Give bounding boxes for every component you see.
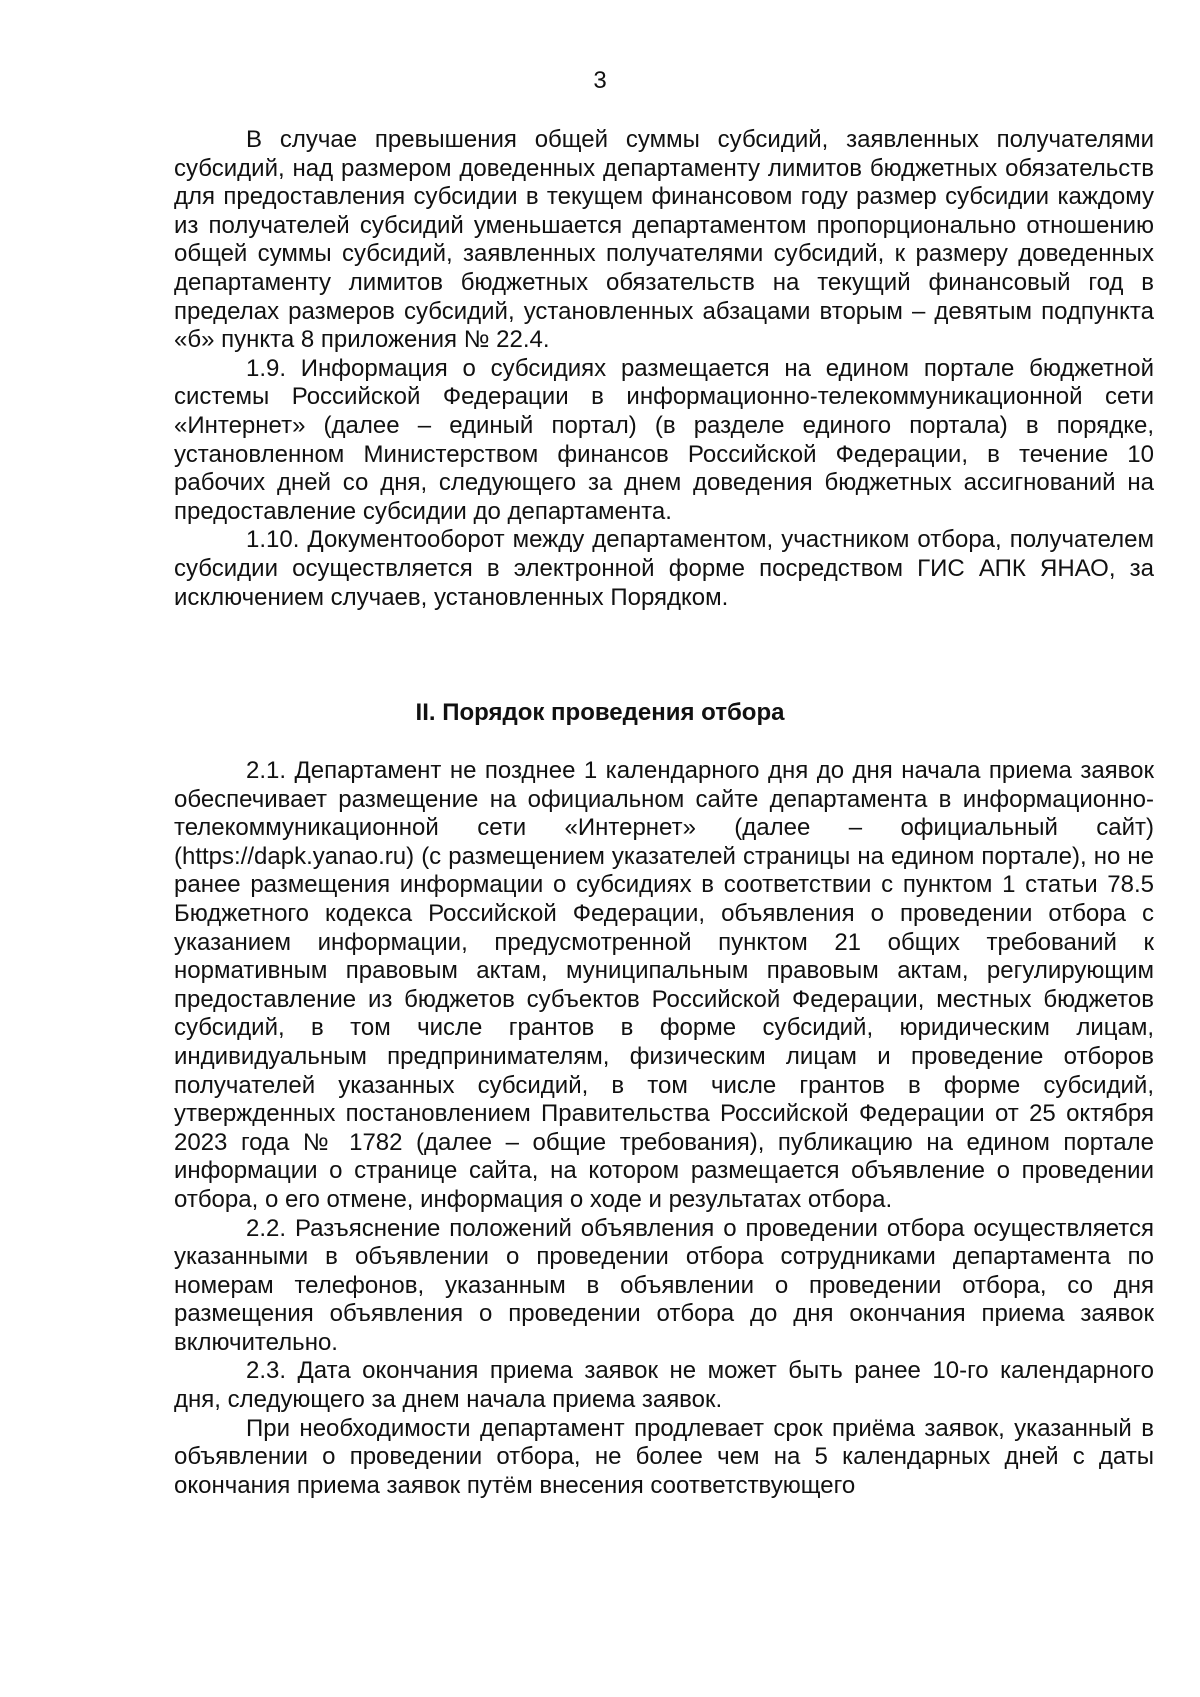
paragraph-2-1: 2.1. Департамент не позднее 1 календарного дня до дня начала приема заявок обеспечивает размещение на официальном сайте департамента в информационно-телекоммуникационной сети «Интернет» (далее – официальный сайт) (https://dapk.yanao.ru) (с размещением указателей страницы на едином портале), но не ранее размещения информации о субсидиях в соответствии с пунктом 1 статьи 78.5 Бюджетного кодекса Российской Федерации, объявления о проведении отбора с указанием информации, предусмотренной пунктом 21 общих требований к нормативным правовым актам, муниципальным правовым актам, регулирующим предоставление из бюджетов субъектов Российской Федерации, местных бюджетов субсидий, в том числе грантов в форме субсидий, юридическим лицам, индивидуальным предпринимателям, физическим лицам и проведение отборов получателей указанных субсидий, в том числе грантов в форме субсидий, утвержденных постановлением Правительства Российской Федерации от 25 октября 2023 года № 1782 (далее – общие требования), публикацию на едином портале информации о странице сайта, на котором размещается объявление о проведении отбора, о его отмене, информация о ходе и результатах отбора. <box>174 757 1154 1213</box>
paragraph-2-2: 2.2. Разъяснение положений объявления о проведении отбора осуществляется указанными в объявлении о проведении отбора сотрудниками департамента по номерам телефонов, указанным в объявлении о проведении отбора, со дня размещения объявления о проведении отбора до дня окончания приема заявок включительно. <box>174 1214 1154 1356</box>
section-2-text <box>174 757 1154 1500</box>
section-heading: II. Порядок проведения отбора <box>415 699 785 726</box>
paragraph-1-10: 1.10. Документооборот между департаментом, участником отбора, получателем субсидии осуществляется в электронной форме посредством ГИС АПК ЯНАО, за исключением случаев, установленных Порядком. <box>174 526 1154 611</box>
paragraph: В случае превышения общей суммы субсидий, заявленных получателями субсидий, над размером доведенных департаменту лимитов бюджетных обязательств для предоставления субсидии в текущем финансовом году размер субсидии каждому из получателей субсидий уменьшается департаментом пропорционально отношению общей суммы субсидий, заявленных получателями субсидий, к размеру доведенных департаменту лимитов бюджетных обязательств на текущий финансовый год в пределах размеров субсидий, установленных абзацами вторым – девятым подпункта «б» пункта 8 приложения № 22.4. <box>174 126 1154 354</box>
paragraph-1-9: 1.9. Информация о субсидиях размещается на едином портале бюджетной системы Российской Федерации в информационно-телекоммуникационной сети «Интернет» (далее – единый портал) (в разделе единого портала) в порядке, установленном Министерством финансов Российской Федерации, в течение 10 рабочих дней со дня, следующего за днем доведения бюджетных ассигнований на предоставление субсидии до департамента. <box>174 354 1154 525</box>
paragraph-2-3: 2.3. Дата окончания приема заявок не может быть ранее 10-го календарного дня, следующего за днем начала приема заявок. <box>174 1357 1154 1414</box>
section-1-text <box>174 126 1154 612</box>
page-number: 3 <box>593 67 607 94</box>
paragraph: При необходимости департамент продлевает срок приёма заявок, указанный в объявлении о проведении отбора, не более чем на 5 календарных дней с даты окончания приема заявок путём внесения соответствующего <box>174 1414 1154 1499</box>
